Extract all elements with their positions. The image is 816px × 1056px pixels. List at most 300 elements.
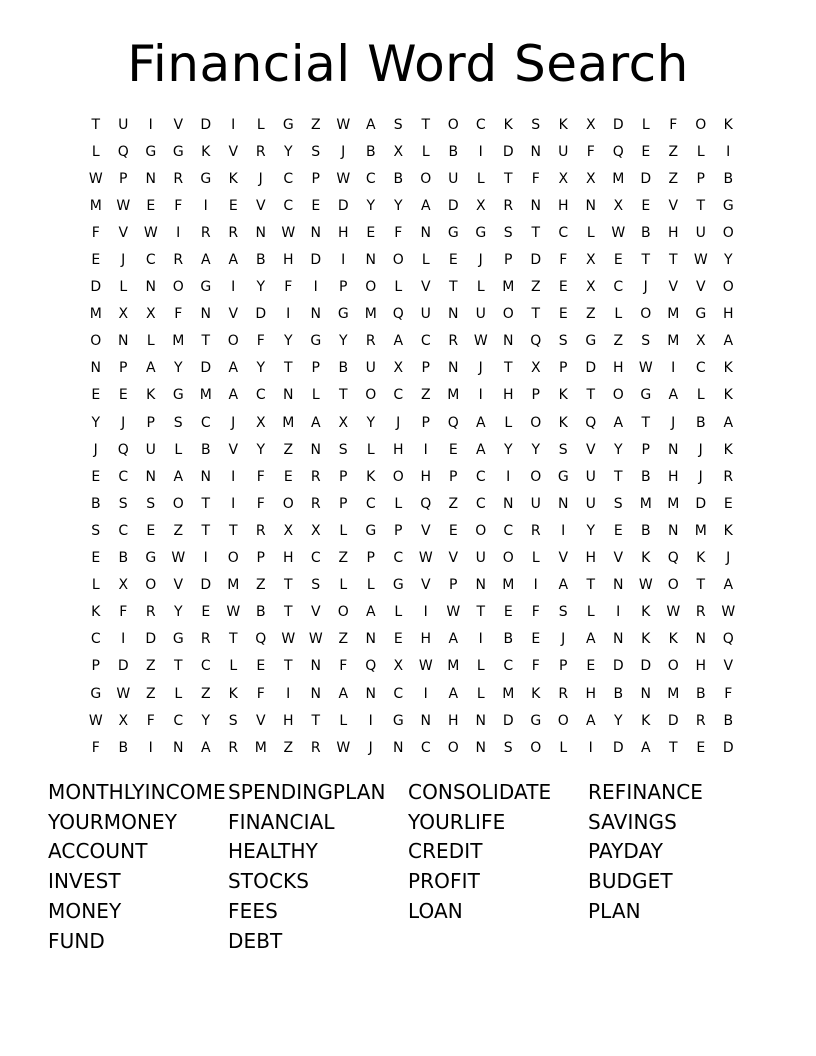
grid-letter: Q bbox=[530, 333, 542, 350]
grid-letter: S bbox=[503, 739, 513, 756]
grid-letter: J bbox=[121, 252, 126, 269]
grid-letter: G bbox=[337, 306, 349, 323]
grid-letter: B bbox=[255, 604, 266, 621]
grid-letter: I bbox=[478, 387, 483, 404]
grid-letter: D bbox=[337, 197, 349, 214]
grid-letter: Z bbox=[585, 306, 596, 323]
grid-letter: H bbox=[392, 441, 404, 458]
grid-letter: W bbox=[281, 631, 296, 648]
grid-letter: E bbox=[531, 631, 541, 648]
grid-letter: F bbox=[256, 685, 265, 702]
grid-letter: E bbox=[91, 468, 101, 485]
grid-letter: R bbox=[365, 333, 376, 350]
grid-letter: L bbox=[339, 712, 348, 729]
grid-letter: V bbox=[668, 279, 679, 296]
grid-letter: K bbox=[146, 387, 156, 404]
grid-letter: B bbox=[118, 550, 129, 567]
grid-letter: Z bbox=[283, 739, 294, 756]
grid-letter: Y bbox=[503, 441, 513, 458]
grid-letter: F bbox=[394, 224, 403, 241]
grid-letter: V bbox=[585, 441, 596, 458]
grid-letter: W bbox=[693, 252, 708, 269]
grid-letter: O bbox=[557, 712, 569, 729]
grid-letter: P bbox=[559, 360, 568, 377]
grid-letter: D bbox=[585, 360, 597, 377]
grid-letter: T bbox=[91, 116, 101, 133]
grid-letter: L bbox=[394, 604, 403, 621]
grid-letter: D bbox=[117, 658, 129, 675]
word-list-item: MONTHLYINCOME bbox=[48, 780, 226, 804]
word-list-item: SPENDINGPLAN bbox=[228, 780, 386, 804]
grid-letter: F bbox=[724, 685, 733, 702]
grid-letter: Z bbox=[530, 279, 541, 296]
grid-letter: M bbox=[89, 306, 102, 323]
grid-letter: T bbox=[283, 577, 293, 594]
grid-letter: X bbox=[695, 333, 706, 350]
grid-letter: N bbox=[668, 441, 679, 458]
grid-letter: M bbox=[612, 170, 625, 187]
grid-letter: K bbox=[558, 387, 568, 404]
grid-letter: I bbox=[506, 468, 511, 485]
word-list-item: FUND bbox=[48, 928, 105, 953]
grid-letter: V bbox=[558, 550, 569, 567]
grid-letter: R bbox=[228, 739, 239, 756]
grid-letter: Z bbox=[283, 441, 294, 458]
grid-letter: N bbox=[503, 333, 514, 350]
grid-letter: O bbox=[667, 577, 679, 594]
grid-letter: T bbox=[696, 577, 706, 594]
grid-letter: N bbox=[585, 197, 596, 214]
grid-letter: L bbox=[366, 577, 375, 594]
grid-letter: V bbox=[118, 224, 129, 241]
grid-letter: I bbox=[313, 279, 318, 296]
grid-letter: E bbox=[283, 468, 293, 485]
grid-letter: X bbox=[613, 197, 624, 214]
grid-letter: L bbox=[421, 143, 430, 160]
grid-letter: L bbox=[394, 279, 403, 296]
grid-letter: P bbox=[339, 495, 348, 512]
grid-letter: I bbox=[121, 631, 126, 648]
grid-letter: K bbox=[91, 604, 101, 621]
grid-letter: I bbox=[616, 604, 621, 621]
grid-letter: A bbox=[640, 739, 651, 756]
grid-letter: Z bbox=[668, 170, 679, 187]
grid-letter: N bbox=[503, 495, 514, 512]
grid-letter: L bbox=[476, 170, 485, 187]
grid-letter: N bbox=[475, 577, 486, 594]
grid-letter: E bbox=[366, 224, 376, 241]
grid-letter: X bbox=[118, 577, 129, 594]
grid-letter: C bbox=[420, 333, 431, 350]
grid-letter: P bbox=[394, 522, 403, 539]
grid-letter: J bbox=[726, 550, 731, 567]
grid-letter: R bbox=[695, 604, 706, 621]
grid-letter: S bbox=[118, 495, 128, 512]
grid-letter: L bbox=[476, 279, 485, 296]
grid-letter: N bbox=[118, 333, 129, 350]
grid-letter: F bbox=[531, 658, 540, 675]
grid-letter: B bbox=[723, 712, 734, 729]
grid-letter: N bbox=[420, 224, 431, 241]
grid-letter: T bbox=[696, 197, 706, 214]
grid-row bbox=[82, 436, 742, 463]
grid-letter: O bbox=[337, 604, 349, 621]
grid-letter: M bbox=[447, 387, 460, 404]
grid-letter: H bbox=[502, 387, 514, 404]
grid-letter: L bbox=[91, 577, 100, 594]
grid-letter: C bbox=[283, 197, 294, 214]
grid-letter: M bbox=[502, 279, 515, 296]
grid-letter: Z bbox=[338, 631, 349, 648]
grid-letter: G bbox=[585, 333, 597, 350]
grid-letter: K bbox=[668, 631, 678, 648]
grid-row bbox=[82, 301, 742, 328]
grid-letter: A bbox=[393, 333, 404, 350]
word-list-item: CREDIT bbox=[408, 839, 483, 864]
letter-grid bbox=[82, 111, 742, 761]
grid-letter: A bbox=[448, 631, 459, 648]
grid-letter: N bbox=[255, 224, 266, 241]
grid-letter: B bbox=[255, 252, 266, 269]
grid-letter: Q bbox=[612, 143, 624, 160]
grid-letter: P bbox=[504, 252, 513, 269]
grid-letter: X bbox=[585, 252, 596, 269]
grid-letter: Q bbox=[365, 658, 377, 675]
grid-letter: O bbox=[282, 495, 294, 512]
grid-letter: D bbox=[612, 116, 624, 133]
grid-letter: O bbox=[695, 116, 707, 133]
page-title: Financial Word Search bbox=[127, 35, 689, 93]
grid-letter: G bbox=[172, 631, 184, 648]
grid-letter: Q bbox=[117, 441, 129, 458]
grid-letter: D bbox=[640, 658, 652, 675]
grid-letter: H bbox=[667, 468, 679, 485]
grid-letter: P bbox=[91, 658, 100, 675]
grid-letter: L bbox=[421, 252, 430, 269]
grid-letter: P bbox=[339, 279, 348, 296]
grid-letter: Z bbox=[613, 333, 624, 350]
grid-letter: H bbox=[612, 360, 624, 377]
grid-letter: N bbox=[310, 658, 321, 675]
grid-letter: E bbox=[613, 522, 623, 539]
grid-letter: Q bbox=[255, 631, 267, 648]
grid-letter: J bbox=[396, 414, 401, 431]
grid-row bbox=[82, 409, 742, 436]
grid-letter: C bbox=[90, 631, 101, 648]
grid-letter: F bbox=[559, 252, 568, 269]
grid-letter: G bbox=[145, 550, 157, 567]
grid-letter: A bbox=[200, 252, 211, 269]
grid-letter: K bbox=[641, 712, 651, 729]
grid-letter: X bbox=[255, 414, 266, 431]
grid-letter: G bbox=[172, 143, 184, 160]
grid-letter: Z bbox=[173, 522, 184, 539]
grid-letter: Y bbox=[613, 712, 623, 729]
grid-letter: S bbox=[531, 116, 541, 133]
grid-letter: W bbox=[721, 604, 736, 621]
grid-letter: M bbox=[667, 333, 680, 350]
grid-letter: C bbox=[365, 170, 376, 187]
word-list-item: FEES bbox=[228, 898, 278, 923]
grid-letter: X bbox=[530, 360, 541, 377]
grid-row bbox=[82, 545, 742, 572]
grid-letter: C bbox=[145, 252, 156, 269]
grid-letter: K bbox=[723, 116, 733, 133]
grid-letter: I bbox=[231, 468, 236, 485]
grid-letter: A bbox=[585, 712, 596, 729]
grid-letter: V bbox=[310, 604, 321, 621]
grid-letter: T bbox=[201, 495, 211, 512]
grid-letter: Z bbox=[255, 577, 266, 594]
grid-letter: T bbox=[338, 387, 348, 404]
grid-letter: T bbox=[503, 170, 513, 187]
grid-letter: O bbox=[612, 387, 624, 404]
grid-letter: V bbox=[613, 550, 624, 567]
grid-letter: L bbox=[394, 495, 403, 512]
grid-letter: Z bbox=[338, 550, 349, 567]
grid-letter: U bbox=[475, 306, 486, 323]
grid-letter: F bbox=[174, 306, 183, 323]
grid-letter: D bbox=[200, 577, 212, 594]
grid-letter: K bbox=[228, 685, 238, 702]
grid-letter: N bbox=[448, 306, 459, 323]
grid-letter: X bbox=[585, 279, 596, 296]
grid-letter: A bbox=[723, 333, 734, 350]
grid-letter: C bbox=[503, 658, 514, 675]
grid-letter: E bbox=[118, 387, 128, 404]
grid-letter: X bbox=[475, 197, 486, 214]
grid-letter: Y bbox=[531, 441, 541, 458]
grid-letter: N bbox=[200, 468, 211, 485]
grid-letter: E bbox=[641, 197, 651, 214]
grid-letter: V bbox=[723, 658, 734, 675]
grid-letter: P bbox=[421, 414, 430, 431]
grid-letter: N bbox=[310, 685, 321, 702]
grid-letter: E bbox=[228, 197, 238, 214]
grid-letter: F bbox=[91, 739, 100, 756]
grid-letter: I bbox=[231, 116, 236, 133]
grid-letter: G bbox=[392, 577, 404, 594]
word-list-item: YOURMONEY bbox=[48, 809, 178, 834]
grid-letter: I bbox=[341, 252, 346, 269]
grid-letter: J bbox=[643, 279, 648, 296]
grid-letter: C bbox=[283, 170, 294, 187]
grid-letter: U bbox=[558, 143, 569, 160]
word-list-item: CONSOLIDATE bbox=[408, 780, 552, 804]
grid-letter: T bbox=[228, 522, 238, 539]
grid-letter: Y bbox=[283, 333, 293, 350]
grid-letter: B bbox=[613, 685, 624, 702]
grid-letter: G bbox=[145, 143, 157, 160]
grid-letter: W bbox=[116, 197, 131, 214]
grid-letter: I bbox=[423, 685, 428, 702]
grid-letter: G bbox=[392, 712, 404, 729]
grid-letter: C bbox=[475, 468, 486, 485]
grid-letter: S bbox=[393, 116, 403, 133]
grid-letter: I bbox=[231, 279, 236, 296]
grid-letter: K bbox=[723, 387, 733, 404]
grid-letter: V bbox=[420, 577, 431, 594]
grid-letter: G bbox=[557, 468, 569, 485]
grid-letter: O bbox=[722, 224, 734, 241]
grid-letter: D bbox=[447, 197, 459, 214]
grid-letter: W bbox=[116, 685, 131, 702]
grid-letter: L bbox=[366, 441, 375, 458]
grid-letter: K bbox=[696, 550, 706, 567]
grid-letter: C bbox=[503, 522, 514, 539]
grid-letter: L bbox=[146, 333, 155, 350]
grid-letter: O bbox=[530, 468, 542, 485]
grid-letter: K bbox=[723, 441, 733, 458]
grid-letter: I bbox=[561, 522, 566, 539]
grid-letter: E bbox=[558, 279, 568, 296]
grid-letter: D bbox=[667, 712, 679, 729]
grid-letter: I bbox=[478, 143, 483, 160]
grid-letter: C bbox=[200, 414, 211, 431]
grid-letter: O bbox=[447, 739, 459, 756]
grid-letter: E bbox=[91, 550, 101, 567]
grid-letter: P bbox=[366, 550, 375, 567]
grid-letter: H bbox=[447, 712, 459, 729]
grid-letter: K bbox=[228, 170, 238, 187]
grid-letter: T bbox=[586, 577, 596, 594]
grid-letter: N bbox=[530, 143, 541, 160]
grid-letter: L bbox=[119, 279, 128, 296]
grid-letter: C bbox=[173, 712, 184, 729]
grid-letter: B bbox=[723, 170, 734, 187]
grid-letter: U bbox=[475, 550, 486, 567]
grid-letter: R bbox=[145, 604, 156, 621]
grid-letter: H bbox=[337, 224, 349, 241]
grid-letter: V bbox=[448, 550, 459, 567]
grid-letter: C bbox=[475, 116, 486, 133]
grid-letter: R bbox=[310, 739, 321, 756]
grid-letter: G bbox=[365, 522, 377, 539]
grid-letter: D bbox=[502, 143, 514, 160]
grid-letter: O bbox=[227, 550, 239, 567]
grid-letter: R bbox=[310, 468, 321, 485]
grid-row bbox=[82, 138, 742, 165]
grid-letter: Y bbox=[366, 197, 376, 214]
grid-letter: W bbox=[281, 224, 296, 241]
grid-letter: N bbox=[475, 712, 486, 729]
grid-letter: L bbox=[476, 658, 485, 675]
grid-letter: S bbox=[311, 577, 321, 594]
grid-letter: Q bbox=[667, 550, 679, 567]
grid-letter: Y bbox=[256, 279, 266, 296]
grid-letter: B bbox=[448, 143, 459, 160]
grid-letter: W bbox=[336, 170, 351, 187]
grid-letter: J bbox=[368, 739, 373, 756]
grid-letter: O bbox=[667, 658, 679, 675]
grid-letter: D bbox=[90, 279, 102, 296]
grid-letter: K bbox=[723, 360, 733, 377]
grid-letter: R bbox=[255, 143, 266, 160]
grid-letter: E bbox=[558, 306, 568, 323]
grid-letter: V bbox=[255, 712, 266, 729]
grid-letter: E bbox=[448, 441, 458, 458]
grid-letter: Y bbox=[256, 441, 266, 458]
grid-letter: O bbox=[475, 522, 487, 539]
grid-row bbox=[82, 490, 742, 517]
grid-letter: W bbox=[88, 170, 103, 187]
grid-letter: P bbox=[449, 577, 458, 594]
grid-letter: T bbox=[503, 360, 513, 377]
grid-letter: T bbox=[228, 631, 238, 648]
grid-letter: X bbox=[585, 170, 596, 187]
grid-row bbox=[82, 734, 742, 761]
grid-letter: R bbox=[695, 712, 706, 729]
grid-letter: L bbox=[339, 522, 348, 539]
grid-letter: M bbox=[227, 577, 240, 594]
grid-letter: C bbox=[475, 495, 486, 512]
grid-letter: J bbox=[561, 631, 566, 648]
grid-letter: Q bbox=[722, 631, 734, 648]
grid-letter: A bbox=[200, 739, 211, 756]
grid-letter: G bbox=[282, 116, 294, 133]
grid-letter: P bbox=[421, 360, 430, 377]
grid-letter: V bbox=[173, 577, 184, 594]
grid-letter: N bbox=[200, 306, 211, 323]
grid-letter: C bbox=[365, 495, 376, 512]
grid-letter: I bbox=[176, 224, 181, 241]
grid-letter: T bbox=[283, 360, 293, 377]
grid-letter: P bbox=[119, 170, 128, 187]
grid-letter: W bbox=[666, 604, 681, 621]
grid-letter: L bbox=[504, 414, 513, 431]
grid-row bbox=[82, 599, 742, 626]
grid-letter: S bbox=[173, 414, 183, 431]
grid-letter: J bbox=[121, 414, 126, 431]
grid-letter: S bbox=[146, 495, 156, 512]
grid-letter: M bbox=[447, 658, 460, 675]
word-list-item: FINANCIAL bbox=[228, 809, 335, 834]
grid-letter: H bbox=[282, 550, 294, 567]
word-list-item: DEBT bbox=[228, 928, 283, 953]
grid-letter: B bbox=[90, 495, 101, 512]
grid-letter: M bbox=[667, 306, 680, 323]
grid-letter: I bbox=[671, 360, 676, 377]
grid-letter: K bbox=[558, 116, 568, 133]
grid-letter: U bbox=[365, 360, 376, 377]
grid-letter: T bbox=[668, 252, 678, 269]
grid-letter: S bbox=[613, 495, 623, 512]
grid-letter: U bbox=[585, 495, 596, 512]
grid-letter: L bbox=[696, 387, 705, 404]
grid-letter: V bbox=[420, 522, 431, 539]
grid-letter: H bbox=[420, 468, 432, 485]
grid-letter: U bbox=[448, 170, 459, 187]
grid-letter: O bbox=[227, 333, 239, 350]
grid-letter: L bbox=[174, 441, 183, 458]
grid-letter: R bbox=[448, 333, 459, 350]
grid-letter: Y bbox=[256, 360, 266, 377]
grid-letter: P bbox=[311, 170, 320, 187]
grid-letter: E bbox=[696, 739, 706, 756]
word-list-item: LOAN bbox=[408, 898, 463, 923]
grid-letter: I bbox=[588, 739, 593, 756]
grid-letter: T bbox=[531, 224, 541, 241]
grid-letter: O bbox=[502, 306, 514, 323]
grid-letter: E bbox=[613, 252, 623, 269]
grid-letter: Y bbox=[613, 441, 623, 458]
grid-letter: E bbox=[146, 522, 156, 539]
grid-letter: T bbox=[448, 279, 458, 296]
grid-letter: U bbox=[118, 116, 129, 133]
grid-row bbox=[82, 246, 742, 273]
grid-letter: F bbox=[531, 604, 540, 621]
grid-letter: P bbox=[256, 550, 265, 567]
